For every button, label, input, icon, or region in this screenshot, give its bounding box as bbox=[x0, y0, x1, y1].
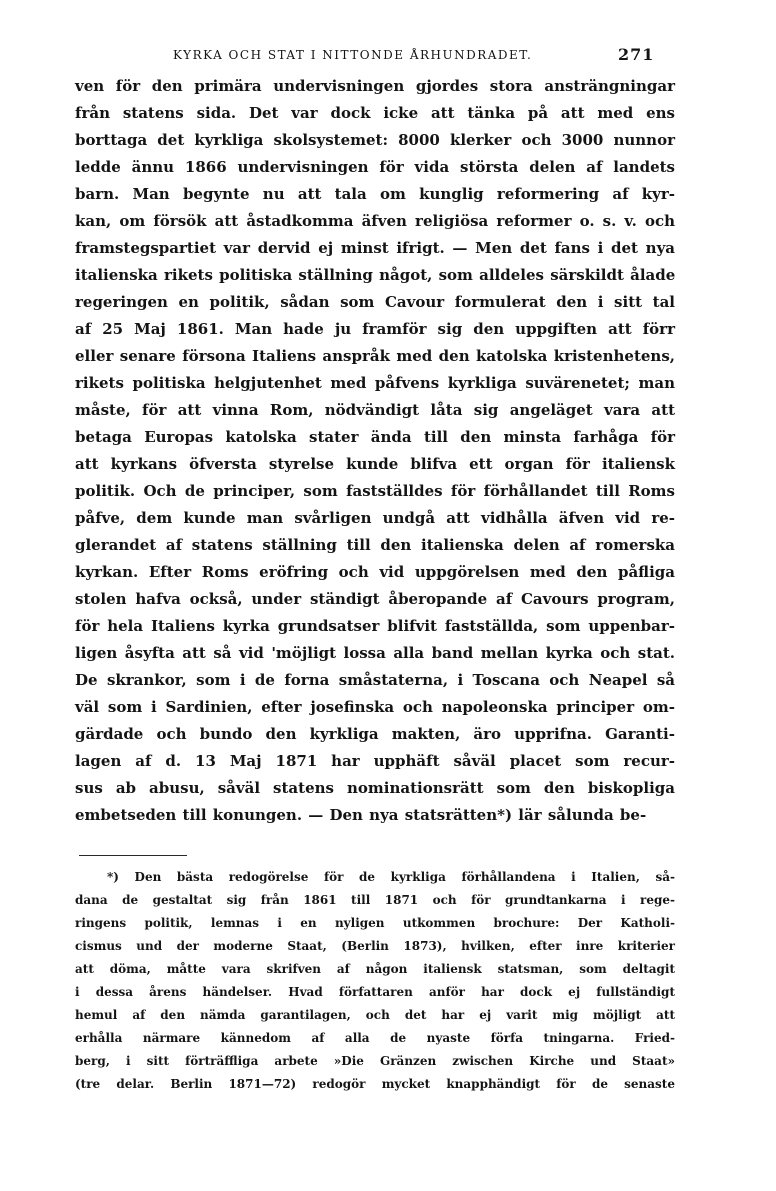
body-line: sus ab abusu, såväl statens nominationsrätt som den biskopliga bbox=[75, 779, 675, 797]
body-line: kyrkan. Efter Roms eröfring och vid uppgörelsen med den påfliga bbox=[75, 563, 675, 581]
body-line: embetseden till konungen. — Den nya statsrätten*) lär sålunda be- bbox=[75, 806, 647, 824]
body-line: påfve, dem kunde man svårligen undgå att vidhålla äfven vid re- bbox=[75, 509, 675, 527]
footnote-line: (tre delar. Berlin 1871—72) redogör mycket knapphändigt för de senaste bbox=[75, 1077, 675, 1091]
footnote-line: att döma, måtte vara skrifven af någon italiensk statsman, som deltagit bbox=[75, 962, 675, 976]
body-line: lagen af d. 13 Maj 1871 har upphäft såväl placet som recur- bbox=[75, 752, 675, 770]
body-line: ven för den primära undervisningen gjordes stora ansträngningar bbox=[75, 77, 675, 95]
body-line: för hela Italiens kyrka grundsatser blifvit fastställda, som uppenbar- bbox=[75, 617, 675, 635]
footnote-line: berg, i sitt förträffliga arbete »Die Gränzen zwischen Kirche und Staat» bbox=[75, 1054, 675, 1068]
body-line: måste, för att vinna Rom, nödvändigt låta sig angeläget vara att bbox=[75, 401, 675, 419]
footnote-rule bbox=[79, 855, 187, 856]
body-line: betaga Europas katolska stater ända till den minsta farhåga för bbox=[75, 428, 675, 446]
body-line: barn. Man begynte nu att tala om kunglig reformering af kyr- bbox=[75, 185, 675, 203]
body-line: politik. Och de principer, som fastställdes för förhållandet till Roms bbox=[75, 482, 675, 500]
page-number: 271 bbox=[618, 45, 655, 64]
footnote-line: i dessa årens händelser. Hvad författaren anför har dock ej fullständigt bbox=[75, 985, 675, 999]
footnote-line: ringens politik, lemnas i en nyligen utkommen brochure: Der Katholi- bbox=[75, 916, 675, 930]
body-line: borttaga det kyrkliga skolsystemet: 8000 klerker och 3000 nunnor bbox=[75, 131, 675, 149]
body-line: ledde ännu 1866 undervisningen för vida största delen af landets bbox=[75, 158, 675, 176]
body-line: väl som i Sardinien, efter josefinska och napoleonska principer om- bbox=[75, 698, 675, 716]
running-head: KYRKA OCH STAT I NITTONDE ÅRHUNDRADET. bbox=[173, 48, 533, 62]
footnote-line: *) Den bästa redogörelse för de kyrkliga förhållandena i Italien, så- bbox=[107, 870, 675, 884]
body-line: eller senare försona Italiens anspråk med den katolska kristenhetens, bbox=[75, 347, 675, 365]
body-line: regeringen en politik, sådan som Cavour formulerat den i sitt tal bbox=[75, 293, 675, 311]
body-line: att kyrkans öfversta styrelse kunde blifva ett organ för italiensk bbox=[75, 455, 675, 473]
body-line: ligen åsyfta att så vid 'möjligt lossa alla band mellan kyrka och stat. bbox=[75, 644, 675, 662]
footnote-line: hemul af den nämda garantilagen, och det har ej varit mig möjligt att bbox=[75, 1008, 675, 1022]
body-line: framstegspartiet var dervid ej minst ifrigt. — Men det fans i det nya bbox=[75, 239, 675, 257]
body-line: af 25 Maj 1861. Man hade ju framför sig den uppgiften att förr bbox=[75, 320, 675, 338]
body-line: kan, om försök att åstadkomma äfven religiösa reformer o. s. v. och bbox=[75, 212, 675, 230]
body-line: glerandet af statens ställning till den italienska delen af romerska bbox=[75, 536, 675, 554]
body-line: rikets politiska helgjutenhet med påfvens kyrkliga suvärenetet; man bbox=[75, 374, 675, 392]
body-line: De skrankor, som i de forna småstaterna, i Toscana och Neapel så bbox=[75, 671, 675, 689]
body-line: stolen hafva också, under ständigt åberopande af Cavours program, bbox=[75, 590, 675, 608]
body-line: gärdade och bundo den kyrkliga makten, äro upprifna. Garanti- bbox=[75, 725, 675, 743]
body-text bbox=[75, 73, 675, 829]
footnotes bbox=[75, 866, 675, 1096]
footnote-line: cismus und der moderne Staat, (Berlin 1873), hvilken, efter inre kriterier bbox=[75, 939, 675, 953]
footnote-line: dana de gestaltat sig från 1861 till 1871 och för grundtankarna i rege- bbox=[75, 893, 675, 907]
body-line: från statens sida. Det var dock icke att tänka på att med ens bbox=[75, 104, 675, 122]
body-line: italienska rikets politiska ställning något, som alldeles särskildt ålade bbox=[75, 266, 676, 284]
footnote-line: erhålla närmare kännedom af alla de nyaste förfa tningarna. Fried- bbox=[75, 1031, 675, 1045]
